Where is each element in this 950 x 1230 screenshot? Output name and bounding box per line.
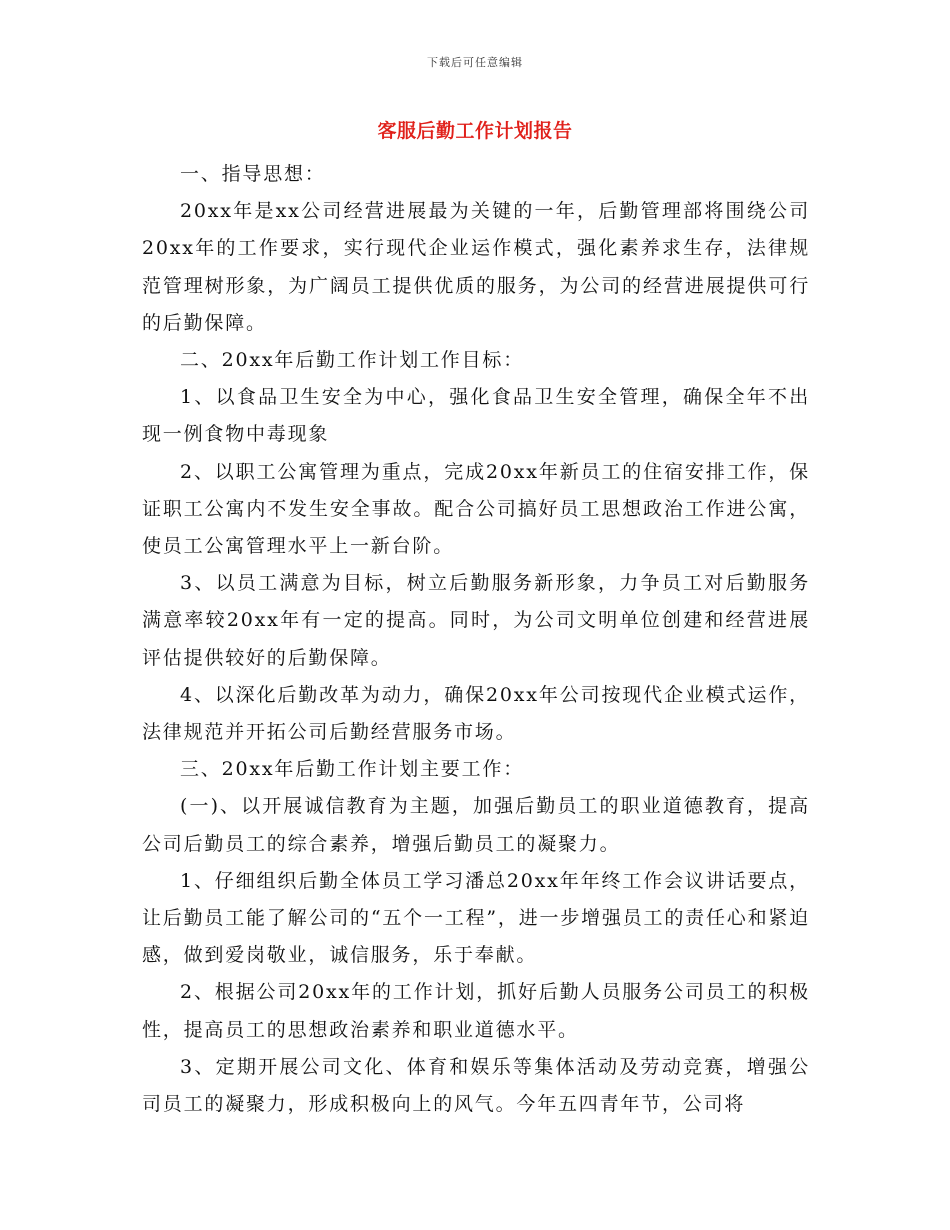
goal-item: 2、以职工公寓管理为重点，完成20xx年新员工的住宿安排工作，保证职工公寓内不发生安全事故。配合公司搞好员工思想政治工作进公寓，使员工公寓管理水平上一新台阶。 [142, 460, 810, 558]
document-body [142, 156, 810, 1123]
subsection-heading: (一)、以开展诚信教育为主题，加强后勤员工的职业道德教育，提高公司后勤员工的综合素养，增强后勤员工的凝聚力。 [142, 795, 810, 855]
header-note: 下载后可任意编辑 [427, 56, 523, 69]
section-heading-guiding-thought: 一、指导思想： [180, 163, 326, 185]
section-heading-goals: 二、20xx年后勤工作计划工作目标： [180, 349, 525, 372]
work-item: 3、定期开展公司文化、体育和娱乐等集体活动及劳动竞赛，增强公司员工的凝聚力，形成积极向上的风气。今年五四青年节，公司将 [142, 1055, 810, 1116]
work-item: 2、根据公司20xx年的工作计划，抓好后勤人员服务公司员工的积极性，提高员工的思想政治素养和职业道德水平。 [142, 981, 810, 1041]
goal-item: 1、以食品卫生安全为中心，强化食品卫生安全管理，确保全年不出现一例食物中毒现象 [142, 386, 810, 446]
document-title: 客服后勤工作计划报告 [377, 120, 573, 142]
body-paragraph: 20xx年是xx公司经营进展最为关键的一年，后勤管理部将围绕公司20xx年的工作要求，实行现代企业运作模式，强化素养求生存，法律规范管理树形象，为广阔员工提供优质的服务，为公司的经营进展提供可行的后勤保障。 [142, 200, 810, 334]
goal-item: 4、以深化后勤改革为动力，确保20xx年公司按现代企业模式运作，法律规范并开拓公司后勤经营服务市场。 [142, 683, 810, 744]
work-item: 1、仔细组织后勤全体员工学习潘总20xx年年终工作会议讲话要点，让后勤员工能了解公司的“五个一工程”，进一步增强员工的责任心和紧迫感，做到爱岗敬业，诚信服务，乐于奉献。 [142, 869, 810, 967]
section-heading-main-work: 三、20xx年后勤工作计划主要工作： [180, 758, 525, 781]
goal-item: 3、以员工满意为目标，树立后勤服务新形象，力争员工对后勤服务满意率较20xx年有一定的提高。同时，为公司文明单位创建和经营进展评估提供较好的后勤保障。 [142, 572, 810, 669]
